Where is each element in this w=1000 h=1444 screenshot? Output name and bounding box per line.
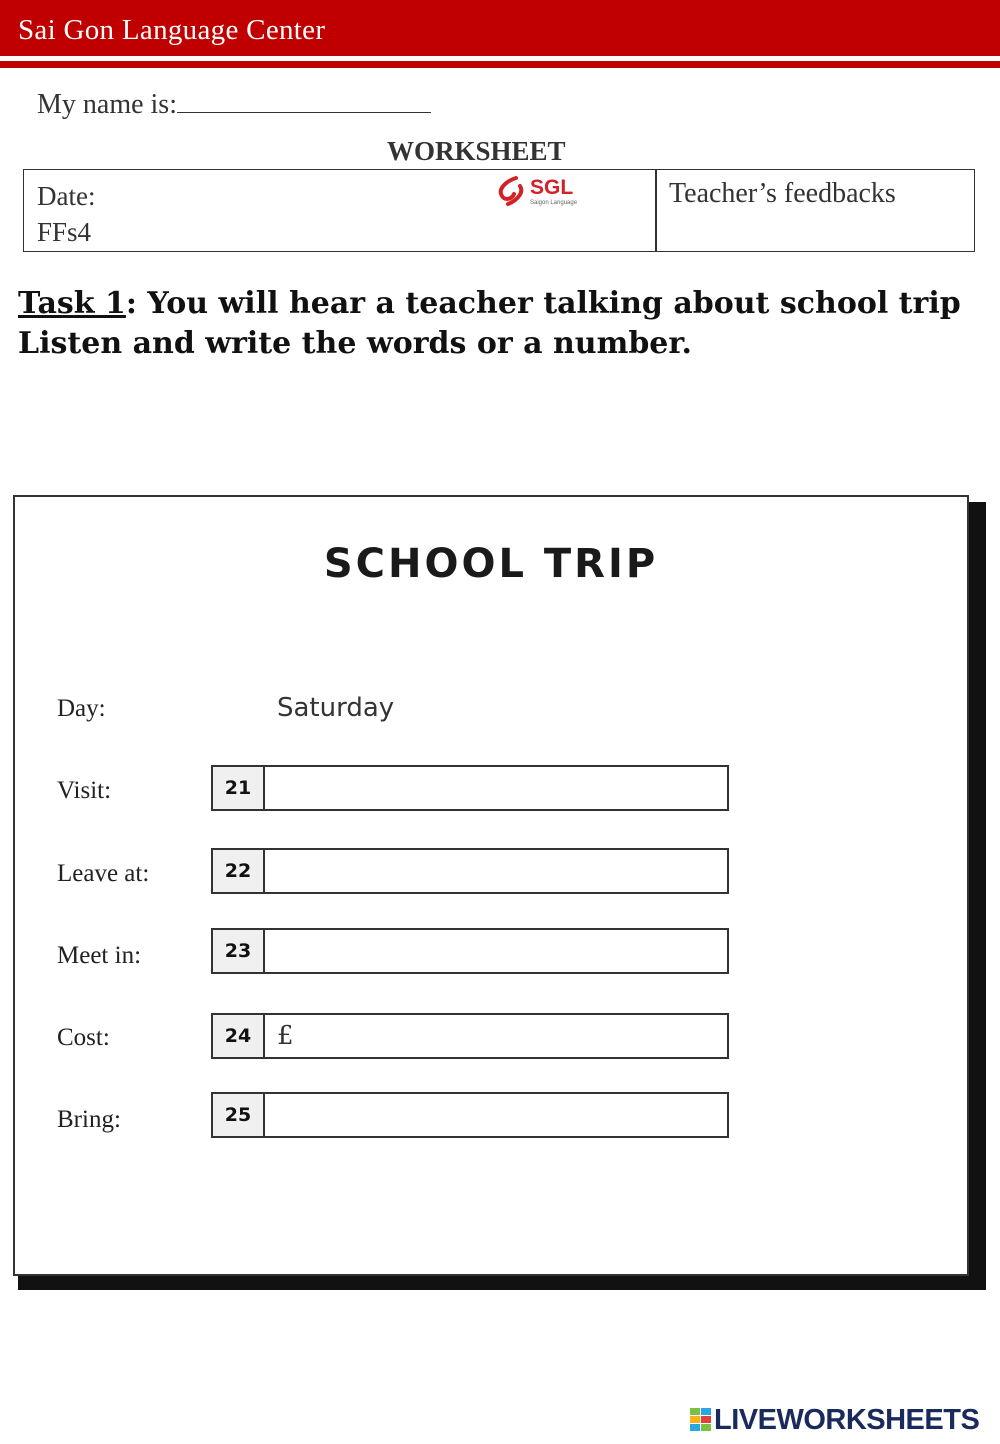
answer-input-24[interactable]: £ <box>277 1021 294 1051</box>
name-line <box>37 88 431 121</box>
answer-input-23[interactable] <box>267 930 727 972</box>
answer-input-21[interactable] <box>267 767 727 809</box>
question-number: 21 <box>213 767 265 809</box>
answer-input-25[interactable] <box>267 1094 727 1136</box>
liveworksheets-logo[interactable] <box>690 1404 990 1436</box>
meet-in-label: Meet in: <box>57 942 142 969</box>
class-code: FFs4 <box>37 217 92 247</box>
question-number: 23 <box>213 930 265 972</box>
answer-box-25 <box>211 1092 729 1138</box>
task-line-2: Listen and write the words or a number. <box>18 326 692 361</box>
task-label: Task 1 <box>18 286 126 321</box>
cost-label: Cost: <box>57 1024 110 1051</box>
answer-box-21 <box>211 765 729 811</box>
answer-box-24 <box>211 1013 729 1059</box>
visit-label: Visit: <box>57 777 112 804</box>
school-trip-card <box>13 495 969 1276</box>
question-number: 25 <box>213 1094 265 1136</box>
info-table <box>23 169 975 252</box>
task-line-1: : You will hear a teacher talking about school trip <box>125 286 961 321</box>
card-title: SCHOOL TRIP <box>323 541 659 587</box>
answer-box-22 <box>211 848 729 894</box>
table-divider <box>655 170 657 251</box>
sgl-swirl-icon <box>494 174 528 208</box>
day-label: Day: <box>57 695 106 722</box>
logo-text: SGL <box>530 176 574 199</box>
center-name: Sai Gon Language Center <box>18 14 326 46</box>
header-divider <box>0 61 1000 68</box>
logo-subtext: Saigon Language <box>530 200 578 206</box>
answer-input-22[interactable] <box>267 850 727 892</box>
name-input[interactable] <box>177 88 431 113</box>
feedback-label: Teacher’s feedbacks <box>669 178 896 209</box>
leave-at-label: Leave at: <box>57 860 150 887</box>
day-value: Saturday <box>277 693 395 723</box>
answer-box-23 <box>211 928 729 974</box>
header-bar <box>0 0 1000 56</box>
bring-label: Bring: <box>57 1106 121 1133</box>
liveworksheets-grid-icon <box>690 1408 712 1432</box>
question-number: 24 <box>213 1015 265 1057</box>
date-label: Date: <box>37 181 96 211</box>
sgl-logo <box>494 174 594 210</box>
task-instructions <box>18 284 978 364</box>
name-prompt: My name is: <box>37 89 177 120</box>
question-number: 22 <box>213 850 265 892</box>
worksheet-title: WORKSHEET <box>387 136 566 166</box>
liveworksheets-wordmark: LIVEWORKSHEETS <box>714 1404 980 1436</box>
date-cell <box>37 178 95 250</box>
